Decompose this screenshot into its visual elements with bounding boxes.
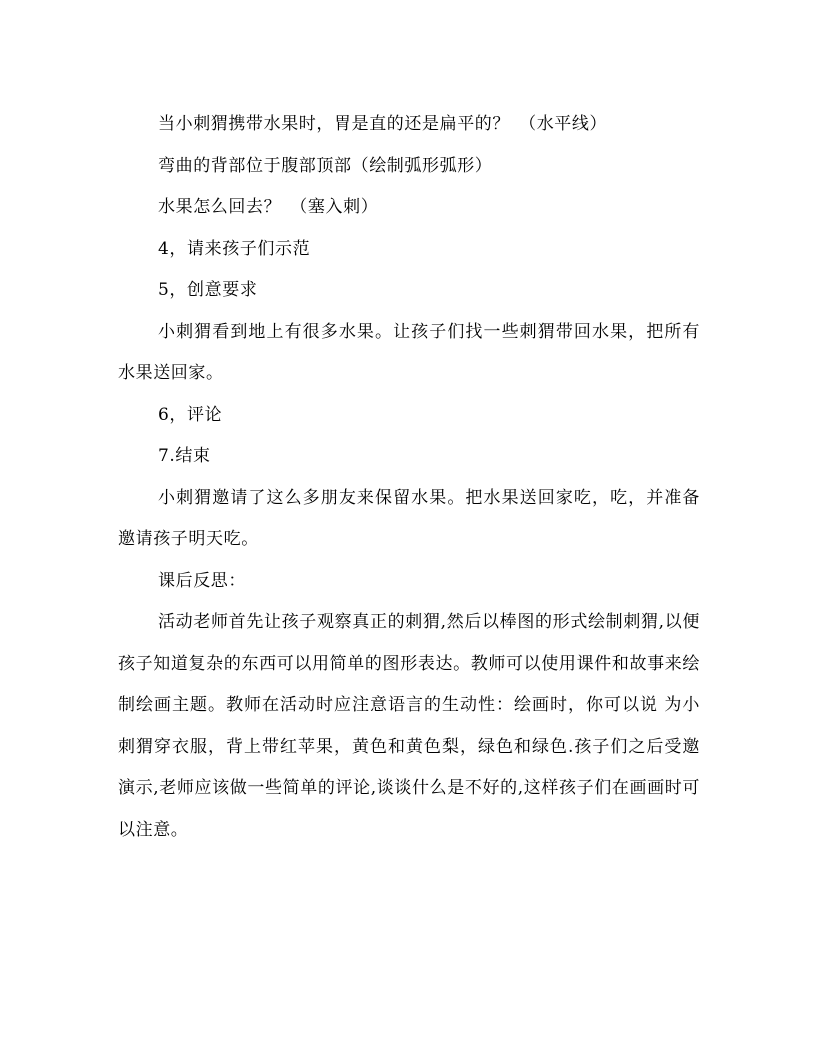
paragraph-curved-back: 弯曲的背部位于腹部顶部（绘制弧形弧形） [158,155,493,176]
paragraph-ending: 小刺猬邀请了这么多朋友来保留水果。把水果送回家吃，吃，并准备邀请孩子明天吃。 [118,487,700,549]
paragraph-step-7: 7.结束 [158,446,211,466]
paragraph-question-stomach: 当小刺猬携带水果时，胃是直的还是扁平的？ （水平线） [158,114,608,134]
paragraph-question-fruit: 水果怎么回去？ （塞入刺） [158,197,379,217]
paragraph-step-4: 4，请来孩子们示范 [158,238,311,259]
paragraph-reflection-heading: 课后反思： [158,570,246,591]
paragraph-creative-requirement: 小刺猬看到地上有很多水果。让孩子们找一些刺猬带回水果，把所有水果送回家。 [118,321,700,383]
paragraph-step-5: 5，创意要求 [158,280,258,300]
paragraph-step-6: 6，评论 [158,404,223,425]
paragraph-reflection-body: 活动老师首先让孩子观察真正的刺猬,然后以棒图的形式绘制刺猬,以便孩子知道复杂的东西可以用简单的图形表达。教师可以使用课件和故事来绘制绘画主题。教师在活动时应注意语言的生动性：绘画时，你可以说 为小刺猬穿衣服，背上带红苹果，黄色和黄色梨，绿色和绿色.孩子们之后受邀演示,老师应该做一些简单的评论,谈谈什么是不好的,这样孩子们在画画时可以注意。 [118,612,700,840]
document-body [118,104,700,851]
